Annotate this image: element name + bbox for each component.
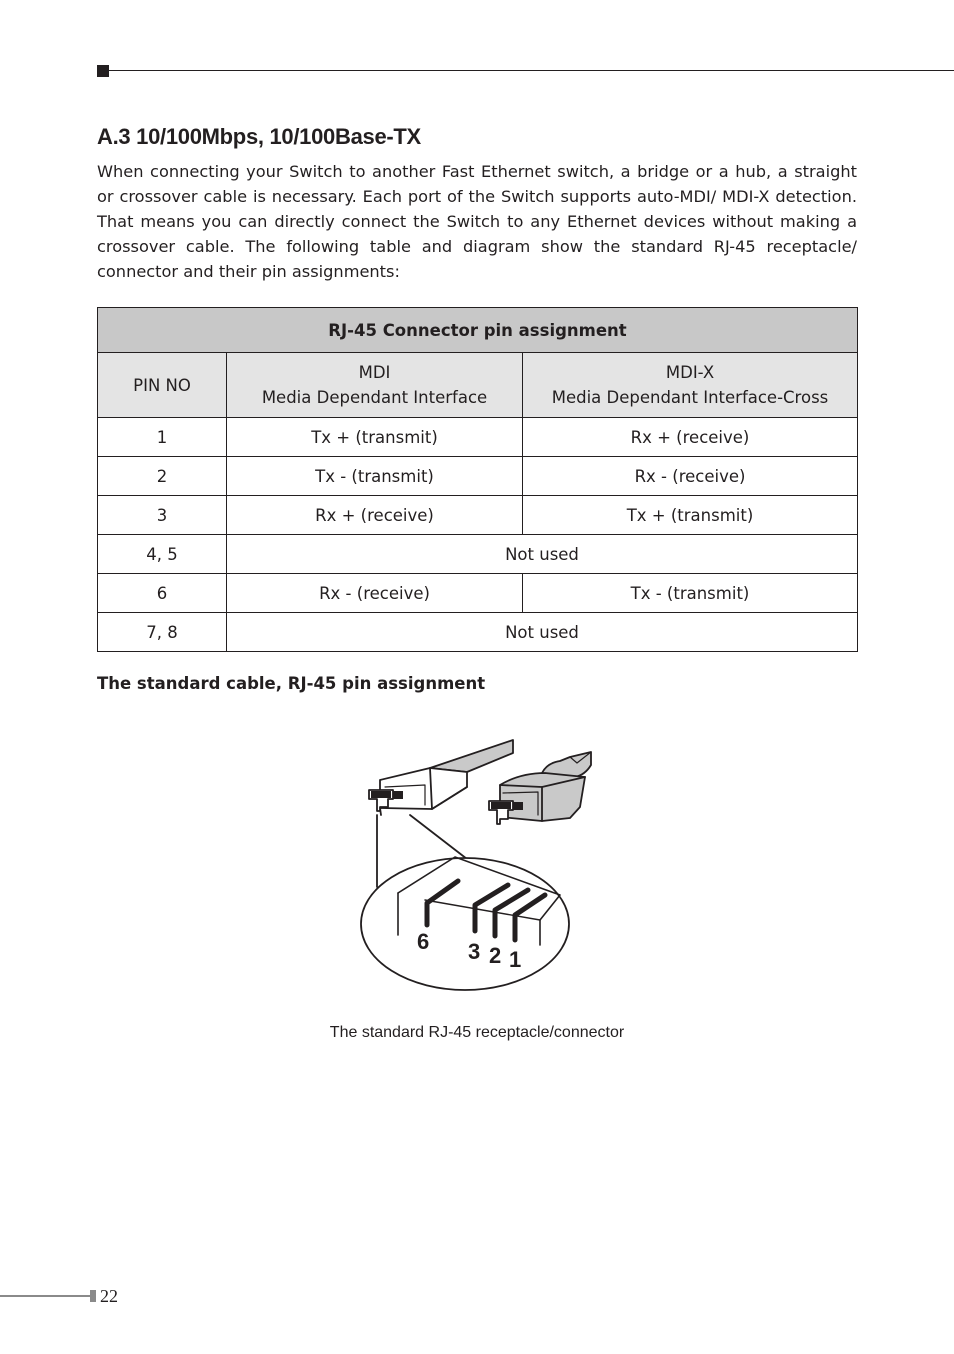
rj45-connector-diagram: [355, 735, 605, 997]
cable-caption: The standard cable, RJ-45 pin assignment: [97, 674, 486, 693]
right-plug: [500, 773, 585, 821]
mdi-cell: Tx + (transmit): [227, 418, 523, 457]
pin-assignment-table: [97, 307, 858, 652]
pin-cell: 6: [98, 574, 227, 613]
header-rule: [109, 70, 954, 71]
header-mdi-abbrev: MDI: [358, 363, 391, 382]
mdix-cell: Rx + (receive): [523, 418, 858, 457]
table-row: [98, 457, 858, 496]
header-mdix-abbrev: MDI-X: [665, 363, 715, 382]
intro-paragraph: When connecting your Switch to another Fast Ethernet switch, a bridge or a hub, a straight or crossover cable is necessary. Each port of the Switch supports auto-MDI/ MDI-X detection. That means you can directly connect the Switch to any Ethernet devices without making a crossover cable. The following table and diagram show the standard RJ-45 receptacle/ connector and their pin assignments:: [97, 162, 857, 281]
table-row: [98, 574, 858, 613]
header-pin-no: PIN NO: [98, 353, 227, 418]
mdi-cell: Rx - (receive): [227, 574, 523, 613]
pin-cell: 3: [98, 496, 227, 535]
pin-label-6: 6: [417, 929, 430, 954]
footer-square: [90, 1290, 96, 1302]
footer-rule: [0, 1295, 90, 1297]
mdix-cell: Rx - (receive): [523, 457, 858, 496]
table-row: [98, 418, 858, 457]
pin-cell: 7, 8: [98, 613, 227, 652]
not-used-cell: Not used: [227, 613, 858, 652]
header-mdix-full: Media Dependant Interface-Cross: [551, 388, 829, 407]
mdi-cell: Tx - (transmit): [227, 457, 523, 496]
leader-line: [410, 815, 467, 859]
table-row: [98, 496, 858, 535]
page-number: 22: [100, 1286, 118, 1306]
header-square: [97, 65, 109, 77]
table-row: [98, 613, 858, 652]
zoom-circle: [361, 858, 569, 990]
figure-caption: The standard RJ-45 receptacle/connector: [329, 1024, 625, 1041]
table-header-row: [98, 353, 858, 418]
pin-cell: 1: [98, 418, 227, 457]
pin-cell: 4, 5: [98, 535, 227, 574]
header-mdi-full: Media Dependant Interface: [261, 388, 488, 407]
not-used-cell: Not used: [227, 535, 858, 574]
left-cable: [430, 740, 513, 772]
table-title-row: [98, 308, 858, 353]
mdix-cell: Tx - (transmit): [523, 574, 858, 613]
section-title: A.3 10/100Mbps, 10/100Base-TX: [97, 124, 421, 149]
table-title: RJ-45 Connector pin assignment: [98, 308, 858, 353]
pin-cell: 2: [98, 457, 227, 496]
table-row: [98, 535, 858, 574]
pin-label-2: 2: [489, 943, 502, 968]
pin-label-1: 1: [509, 947, 522, 972]
header-mdi: [227, 353, 523, 418]
mdi-cell: Rx + (receive): [227, 496, 523, 535]
pin-label-3: 3: [468, 939, 481, 964]
header-mdix: [523, 353, 858, 418]
mdix-cell: Tx + (transmit): [523, 496, 858, 535]
